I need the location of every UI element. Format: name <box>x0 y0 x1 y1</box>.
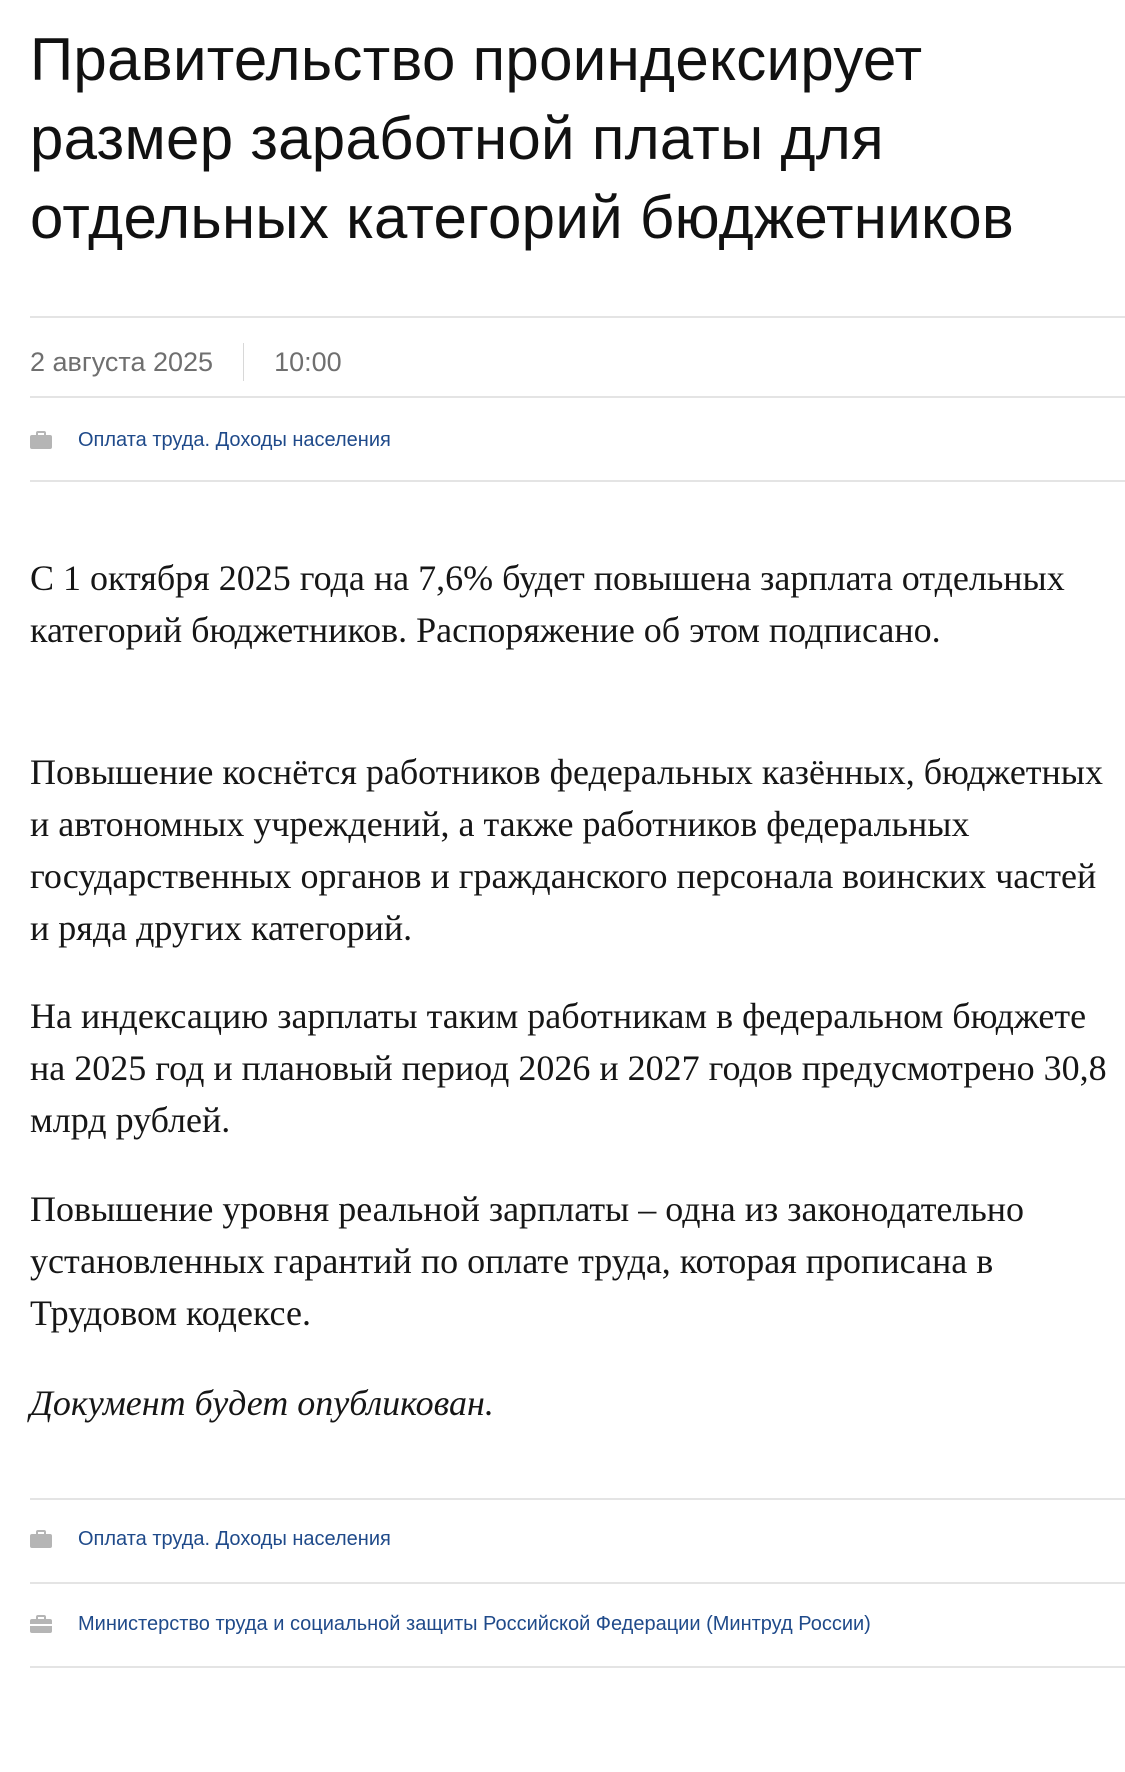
divider <box>30 396 1125 398</box>
footer-topic-tag[interactable] <box>30 1519 391 1559</box>
top-topic-tag[interactable] <box>30 420 391 460</box>
divider <box>30 1666 1125 1668</box>
paragraph-text: Повышение уровня реальной зарплаты – одна из законодательно установленных гарантий по оплате труда, которая прописана в Трудовом кодексе. <box>30 1189 1025 1333</box>
paragraph-text: Повышение коснётся работников федеральных казённых, бюджетных и автономных учреждений, а также работников федеральных государственных органов и гражданского персонала воинских частей и ряда других категорий. <box>30 752 1103 948</box>
publication-note <box>30 1377 1120 1429</box>
briefcase-icon <box>30 1530 52 1548</box>
divider <box>30 316 1125 318</box>
publish-date: 2 августа 2025 <box>30 346 214 377</box>
divider <box>30 1582 1125 1584</box>
ministry-link[interactable]: Министерство труда и социальной защиты Российской Федерации (Минтруд России) <box>78 1612 871 1635</box>
article-meta <box>30 338 342 386</box>
divider <box>30 480 1125 482</box>
topic-link[interactable]: Оплата труда. Доходы населения <box>78 428 391 451</box>
paragraph-text: На индексацию зарплаты таким работникам в федеральном бюджете на 2025 год и плановый период 2026 и 2027 годов предусмотрено 30,8 млрд рублей. <box>30 996 1107 1140</box>
article-paragraph <box>30 746 1120 954</box>
paragraph-text: С 1 октября 2025 года на 7,6% будет повышена зарплата отдельных категорий бюджетников. Распоряжение об этом подписано. <box>30 558 1065 650</box>
page-title: Правительство проиндексирует размер заработной платы для отдельных категорий бюджетников <box>30 26 1015 251</box>
topic-link[interactable]: Оплата труда. Доходы населения <box>78 1527 391 1550</box>
article-paragraph <box>30 990 1120 1146</box>
publish-time: 10:00 <box>274 346 342 377</box>
briefcase-icon <box>30 1615 52 1633</box>
note-text: Документ будет опубликован. <box>30 1383 494 1423</box>
footer-ministry-tag[interactable] <box>30 1604 871 1644</box>
briefcase-icon <box>30 431 52 449</box>
article-paragraph <box>30 552 1120 656</box>
article-paragraph <box>30 1183 1120 1339</box>
divider <box>30 1498 1125 1500</box>
